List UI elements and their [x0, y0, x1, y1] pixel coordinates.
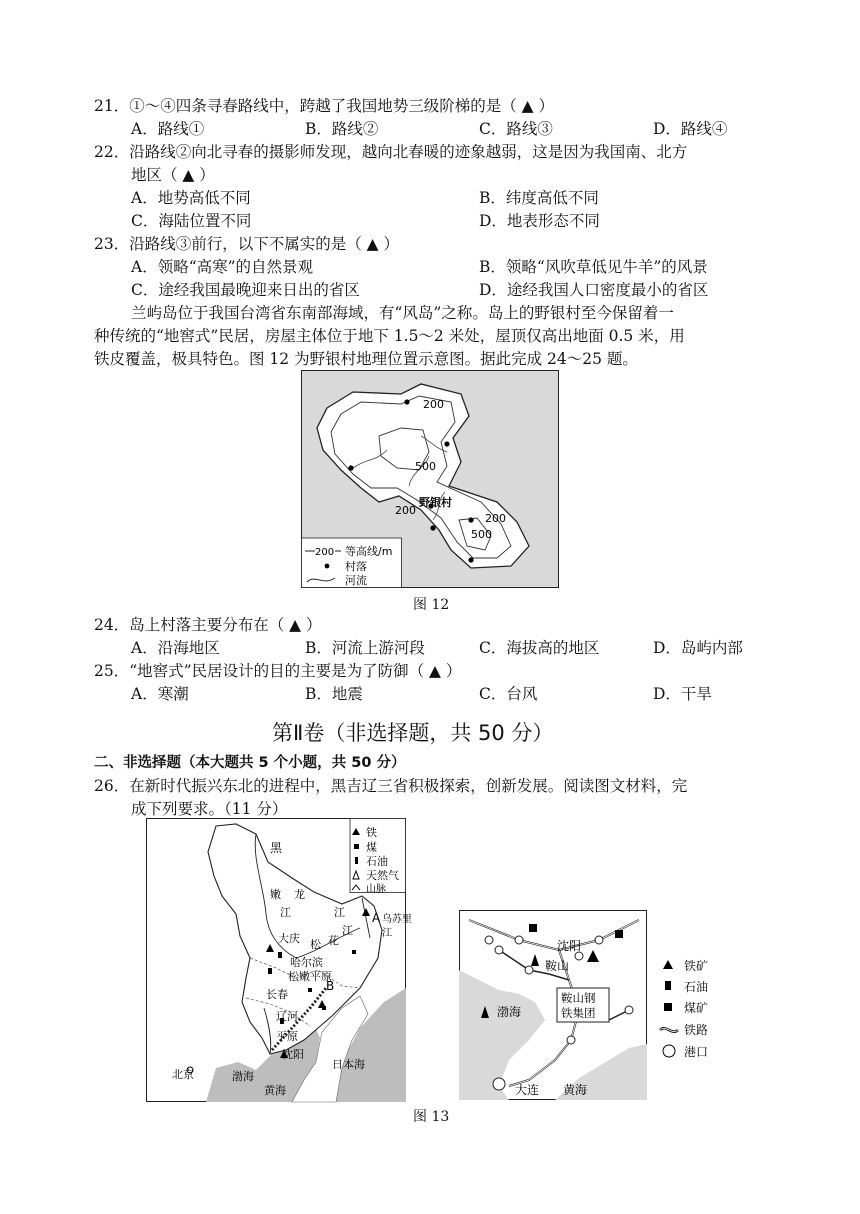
map-label: 鞍山	[545, 959, 570, 973]
passage-line3: 铁皮覆盖，极具特色。图 12 为野银村地理位置示意图。据此完成 24～25 题。	[94, 350, 638, 368]
map-label: 江	[382, 928, 392, 939]
map-label: 鞍山钢	[561, 991, 596, 1005]
map-label: 沈阳	[557, 939, 582, 953]
contour-label: 200	[423, 398, 444, 411]
map-label: 铁矿	[684, 959, 709, 973]
map-label: 松嫩平原	[288, 970, 332, 983]
contour-label: 500	[415, 460, 436, 473]
q22-option-a: A．地势高低不同	[131, 189, 251, 207]
village-dot	[468, 557, 473, 562]
map-label: 北京	[172, 1068, 194, 1081]
q21-option-b: B．路线②	[305, 120, 379, 138]
q24-option-d: D．岛屿内部	[653, 639, 743, 657]
fig12-caption: 图 12	[413, 597, 450, 613]
q26-line2: 成下列要求。（11 分）	[131, 800, 288, 818]
map-label: 黑	[270, 841, 283, 855]
village-dot	[444, 441, 449, 446]
map-label: 江	[342, 924, 353, 937]
figure-13-right-legend	[660, 954, 730, 1064]
map-label: 山脉	[366, 884, 386, 895]
map-label: 长春	[266, 988, 288, 1001]
legend-river: 河流	[345, 574, 367, 587]
village-dot	[430, 525, 435, 530]
q24-option-c: C．海拔高的地区	[479, 639, 600, 657]
q25-option-c: C．台风	[479, 685, 538, 703]
map-label: 渤海	[232, 1070, 254, 1083]
q22-stem-line1: 22．沿路线②向北寻春的摄影师发现，越向北春暖的迹象越弱，这是因为我国南、北方	[94, 143, 688, 161]
q24-option-b: B．河流上游河段	[305, 639, 425, 657]
q24-option-a: A．沿海地区	[131, 639, 220, 657]
q25-option-b: B．地震	[305, 685, 363, 703]
contour-label: 200	[485, 512, 506, 525]
map-label: 铁	[366, 826, 377, 839]
map-label: 渤海	[497, 1005, 522, 1019]
q26-line1: 26．在新时代振兴东北的进程中，黑吉辽三省积极探索，创新发展。阅读图文材料，完	[94, 777, 688, 795]
village-dot	[348, 465, 353, 470]
legend-village-icon	[325, 564, 330, 569]
map-label: 大庆	[278, 932, 300, 945]
map-label: 黄海	[563, 1083, 588, 1097]
map-label: B	[326, 979, 335, 993]
fig13-caption: 图 13	[413, 1109, 450, 1125]
map-label: 嫩	[270, 888, 281, 901]
q23-option-a: A．领略“高寒”的自然景观	[131, 258, 314, 276]
village-dot	[468, 517, 473, 522]
legend-contour-num: 200	[315, 547, 335, 558]
map-label: 松	[310, 938, 321, 951]
map-label: 沈阳	[282, 1048, 304, 1061]
map-label: 花	[328, 934, 339, 947]
map-label: 乌苏里	[382, 914, 412, 925]
map-label: 港口	[684, 1045, 709, 1059]
map-label: 铁路	[684, 1023, 709, 1037]
map-label: A	[372, 911, 381, 925]
figure-12-map	[301, 370, 559, 588]
village-dot	[404, 399, 409, 404]
q22-option-c: C．海陆位置不同	[131, 212, 252, 230]
q21-stem: 21．①～④四条寻春路线中，跨越了我国地势三级阶梯的是（ ▲ ）	[94, 97, 554, 115]
q23-stem: 23．沿路线③前行，以下不属实的是（ ▲ ）	[94, 235, 399, 253]
q23-option-c: C．途经我国最晚迎来日出的省区	[131, 281, 360, 299]
q22-option-b: B．纬度高低不同	[479, 189, 599, 207]
q25-stem: 25．“地窖式”民居设计的目的主要是为了防御（ ▲ ）	[94, 662, 462, 680]
passage-line2: 种传统的“地窖式”民居，房屋主体位于地下 1.5～2 米处，屋顶仅高出地面 0.5 米，用	[94, 327, 685, 345]
contour-label: 200	[395, 504, 416, 517]
q21-option-c: C．路线③	[479, 120, 553, 138]
section2-subtitle: 二、非选择题（本大题共 5 个小题，共 50 分）	[94, 755, 406, 771]
figure-13-left-map	[146, 818, 412, 1102]
map-label: 天然气	[366, 869, 399, 882]
map-label: 龙	[294, 888, 305, 901]
q23-option-b: B．领略“风吹草低见牛羊”的风景	[479, 258, 708, 276]
q25-option-d: D．干旱	[653, 685, 712, 703]
map-label: 江	[334, 906, 345, 919]
legend-village: 村落	[345, 560, 367, 573]
map-label: 石油	[366, 855, 388, 868]
contour-label: 500	[471, 528, 492, 541]
map-label: 煤矿	[684, 1001, 709, 1015]
q23-option-d: D．途经我国人口密度最小的省区	[479, 281, 709, 299]
legend-contour: 等高线/m	[345, 545, 393, 558]
map-label: 铁集团	[561, 1006, 596, 1020]
map-label: 江	[280, 906, 291, 919]
passage-line1: 兰屿岛位于我国台湾省东南部海域，有“风岛”之称。岛上的野银村至今保留着一	[131, 304, 674, 322]
q21-option-d: D．路线④	[653, 120, 728, 138]
map-label: 石油	[684, 980, 709, 994]
q21-option-a: A．路线①	[131, 120, 205, 138]
village-yeyin-label: 野银村	[419, 496, 452, 509]
map-label: 日本海	[332, 1058, 365, 1071]
q25-option-a: A．寒潮	[131, 685, 189, 703]
section2-title: 第Ⅱ卷（非选择题，共 50 分）	[272, 721, 554, 745]
map-label: 辽河	[276, 1010, 298, 1023]
map-label: 黄海	[264, 1084, 286, 1097]
map-label: 平原	[276, 1030, 298, 1043]
figure-13-right-map	[459, 910, 647, 1100]
q24-stem: 24．岛上村落主要分布在（ ▲ ）	[94, 616, 322, 634]
map-label: 大连	[515, 1083, 540, 1097]
q22-stem-line2: 地区（ ▲ ）	[131, 166, 215, 184]
map-label: 煤	[366, 841, 377, 854]
q22-option-d: D．地表形态不同	[479, 212, 600, 230]
map-label: 哈尔滨	[290, 956, 323, 969]
